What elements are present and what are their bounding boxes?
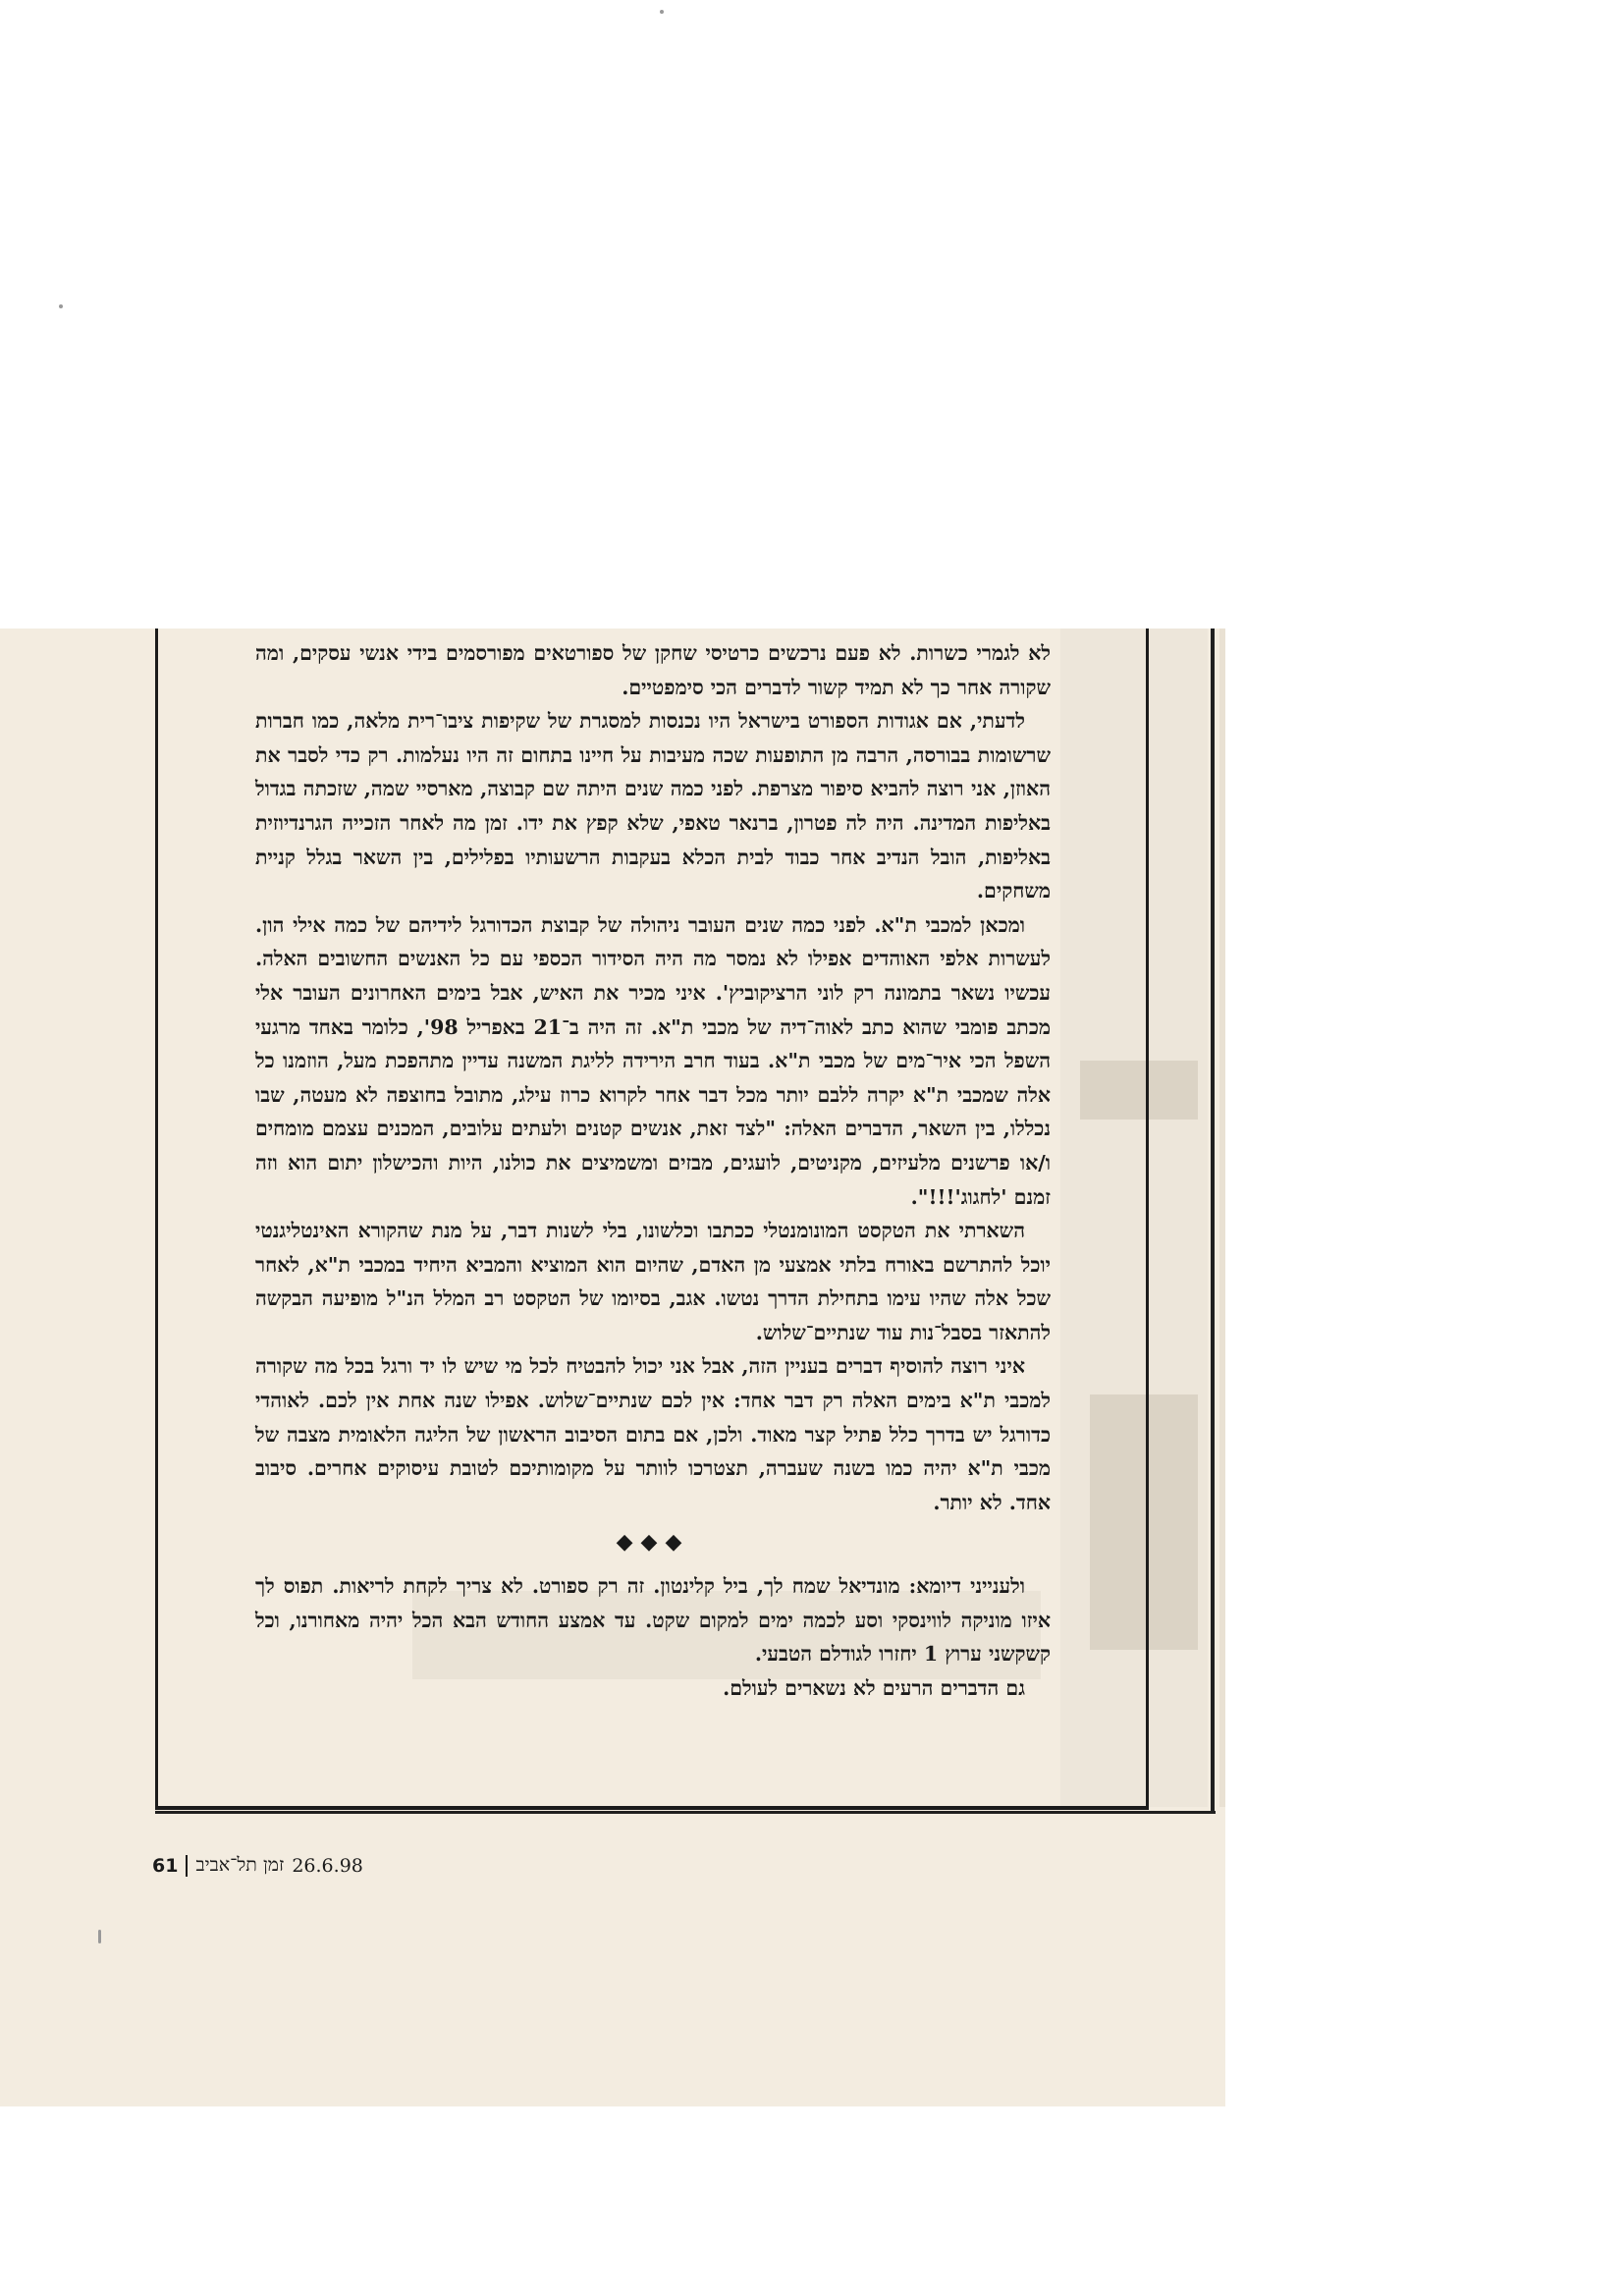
- paragraph: ומכאן למכבי ת"א. לפני כמה שנים העובר ניהולה של קבוצת הכדורגל לידיהם של כמה אילי הון. לעשרות אלפי האוהדים אפילו לא נמסר מה היה הסידור הכספי עם כל האנשים החשובים האלה. עכשיו נשאר בתמונה רק לוני הרציקוביץ'. איני מכיר את האיש, אבל בימים האחרונים העובר אלי מכתב פומבי שהוא כתב לאוה־דיה של מכבי ת"א. זה היה ב־21 באפריל 98', כלומר באחד מרגעי השפל הכי איר־מים של מכבי ת"א. בעוד חרב הירידה לליגת המשנה עדיין מתהפכת מעל, הוזמנו כל אלה שמכבי ת"א יקרה ללבם יותר מכל דבר אחר לקרוא כרוז עילג, מתובל בחוצפה לא מעטה, שבו נכללו, בין השאר, הדברים האלה: "לצד זאת, אנשים קטנים ולעתים עלובים, המכנים עצמם מומחים ו/או פרשנים מלעיזים, מקניטים, לועגים, מבזים ומשמיצים את כולנו, היות והכישלון יתום הוא וזה זמנם 'לחגוג'!!!".: [255, 912, 1051, 1209]
- paragraph: גם הדברים הרעים לא נשארים לעולם.: [723, 1675, 1025, 1700]
- section-separator: ◆◆◆: [616, 1529, 690, 1556]
- article-body: [255, 636, 1051, 1705]
- scan-speck: [59, 304, 63, 308]
- page-number: 61: [152, 1854, 179, 1877]
- scan-speck: [98, 1930, 101, 1943]
- paragraph: לדעתי, אם אגודות הספורט בישראל היו נכנסות למסגרת של שקיפות ציבו־רית מלאה, כמו חברות שרשומות בבורסה, הרבה מן התופעות שכה מעיבות על חיינו בתחום זה היו נעלמות. רק כדי לסבר את האוזן, אני רוצה להביא סיפור מצרפת. לפני כמה שנים היתה שם קבוצה, מארסיי שמה, שזכתה בגדול באליפות המדינה. היה לה פטרון, ברנאר טאפי, שלא קפץ את ידו. זמן מה לאחר הזכייה הגרנדיוזית באליפות, הובל הנדיב אחר כבוד לבית הכלא בעקבות הרשעותיו בפלילים, בין השאר בגלל קניית משחקים.: [255, 709, 1051, 903]
- footer-divider: [186, 1855, 188, 1877]
- publication-name: זמן תל־אביב: [195, 1854, 285, 1876]
- paragraph: ולענייני דיומא: מונדיאל שמח לך, ביל קלינטון. זה רק ספורט. לא צריך לקחת לריאות. תפוס לך איזו מוניקה לווינסקי וסע לכמה ימים למקום שקט. עד אמצע החודש הבא הכל יהיה מאחורנו, וכל קשקשני ערוץ 1 יחזרו לגודלם הטבעי.: [255, 1574, 1051, 1667]
- paragraph: לא לגמרי כשרות. לא פעם נרכשים כרטיסי שחקן של ספורטאים מפורסמים בידי אנשי עסקים, ומה שקורה אחר כך לא תמיד קשור לדברים הכי סימפטיים.: [255, 641, 1051, 699]
- paragraph: איני רוצה להוסיף דברים בעניין הזה, אבל אני יכול להבטיח לכל מי שיש לו יד ורגל בכל מה שקורה למכבי ת"א בימים האלה רק דבר אחד: אין לכם שנתיים־שלוש. אפילו שנה אחת אין לכם. לאוהדי כדורגל יש בדרך כלל פתיל קצר מאוד. ולכן, אם בתום הסיבוב הראשון של הליגה הלאומית מצבה של מכבי ת"א יהיה כמו בשנה שעברה, תצטרכו לוותר על מקומותיכם לטובת עיסוקים אחרים. סיבוב אחד. לא יותר.: [255, 1354, 1051, 1514]
- column-rule: [1211, 629, 1215, 1812]
- paragraph: השארתי את הטקסט המונומנטלי ככתבו וכלשונו, בלי לשנות דבר, על מנת שהקורא האינטליגנטי יוכל להתרשם באורח בלתי אמצעי מן האדם, שהיום הוא המוציא והמביא היחיד במכבי ת"א, לאחר שכל אלה שהיו עימו בתחילת הדרך נטשו. אגב, בסיומו של הטקסט רב המלל הנ"ל מופיעה הבקשה להתאזר בסבל־נות עוד שנתיים־שלוש.: [255, 1219, 1051, 1344]
- scan-speck: [660, 10, 664, 14]
- bottom-rule: [155, 1811, 1216, 1814]
- clipping-edge: [1219, 629, 1225, 1807]
- page-footer: [152, 1854, 363, 1877]
- issue-date: 26.6.98: [292, 1854, 363, 1877]
